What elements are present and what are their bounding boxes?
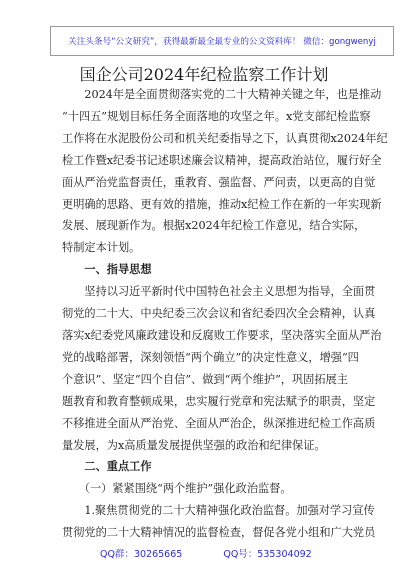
section-heading: 二、重点工作 <box>62 459 152 474</box>
body-line: 贯彻党的二十大精神情况的监督检查，督促各党小组和广大党员 <box>62 526 376 540</box>
document-title: 国企公司2024年纪检监察工作计划 <box>79 65 329 84</box>
body-line: 个意识”、坚定“四个自信”、做到“两个维护”，巩固拓展主 <box>62 372 348 386</box>
promo-banner <box>50 26 394 56</box>
body-line: 面从严治党监督责任，重教育、强监督、严问责，以更高的自觉 <box>62 175 376 189</box>
body-line: 不移推进全面从严治党、全面从严治企，纵深推进纪检工作高质 <box>62 416 376 430</box>
body-line: 坚持以习近平新时代中国特色社会主义思想为指导，全面贯 <box>62 285 376 299</box>
body-line: 发展、展现新作为。根据x2024年纪检工作意见，结合实际， <box>62 219 366 233</box>
document-body <box>62 84 388 544</box>
body-line: （一）紧紧围绕“两个维护”强化政治监督。 <box>62 482 292 496</box>
body-line: 特制定本计划。 <box>62 241 141 255</box>
promo-banner-text: 关注头条号“公文研究”，获得最新最全最专业的公文资料库！ 微信：gongwenyj <box>68 37 376 47</box>
body-line: 检工作暨x纪委书记述职述廉会议精神，提高政治站位，履行好全 <box>62 153 382 167</box>
body-line: 党的战略部署，深刻领悟“两个确立”的决定性意义，增强“四 <box>62 350 359 364</box>
qq-number-text: QQ号：535304092 <box>223 549 312 560</box>
section-heading: 一、指导思想 <box>62 262 152 277</box>
body-line: 更明确的思路、更有效的措施，推动x纪检工作在新的一年实现新 <box>62 197 382 211</box>
body-line: 彻党的二十大、中央纪委三次会议和省纪委四次全会精神，认真 <box>62 307 376 321</box>
body-line: 量发展，为x高质量发展提供坚强的政治和纪律保证。 <box>62 438 326 452</box>
qq-group-text: QQ群：30265665 <box>100 549 183 560</box>
body-line: 1.聚焦贯彻党的二十大精神强化政治监督。加强对学习宣传 <box>62 504 375 518</box>
body-line: 落实x纪委党风廉政建设和反腐败工作要求，坚决落实全面从严治 <box>62 328 382 342</box>
body-line: 题教育和教育整顿成果，忠实履行党章和宪法赋予的职责，坚定 <box>62 394 376 408</box>
body-line: 工作将在水泥股份公司和机关纪委指导之下，认真贯彻x2024年纪 <box>62 131 388 145</box>
body-line: “十四五”规划目标任务全面落地的攻坚之年。x党支部纪检监察 <box>62 109 371 123</box>
body-line: 2024年是全面贯彻落实党的二十大精神关键之年，也是推动 <box>62 88 382 101</box>
contact-footer <box>100 546 350 560</box>
